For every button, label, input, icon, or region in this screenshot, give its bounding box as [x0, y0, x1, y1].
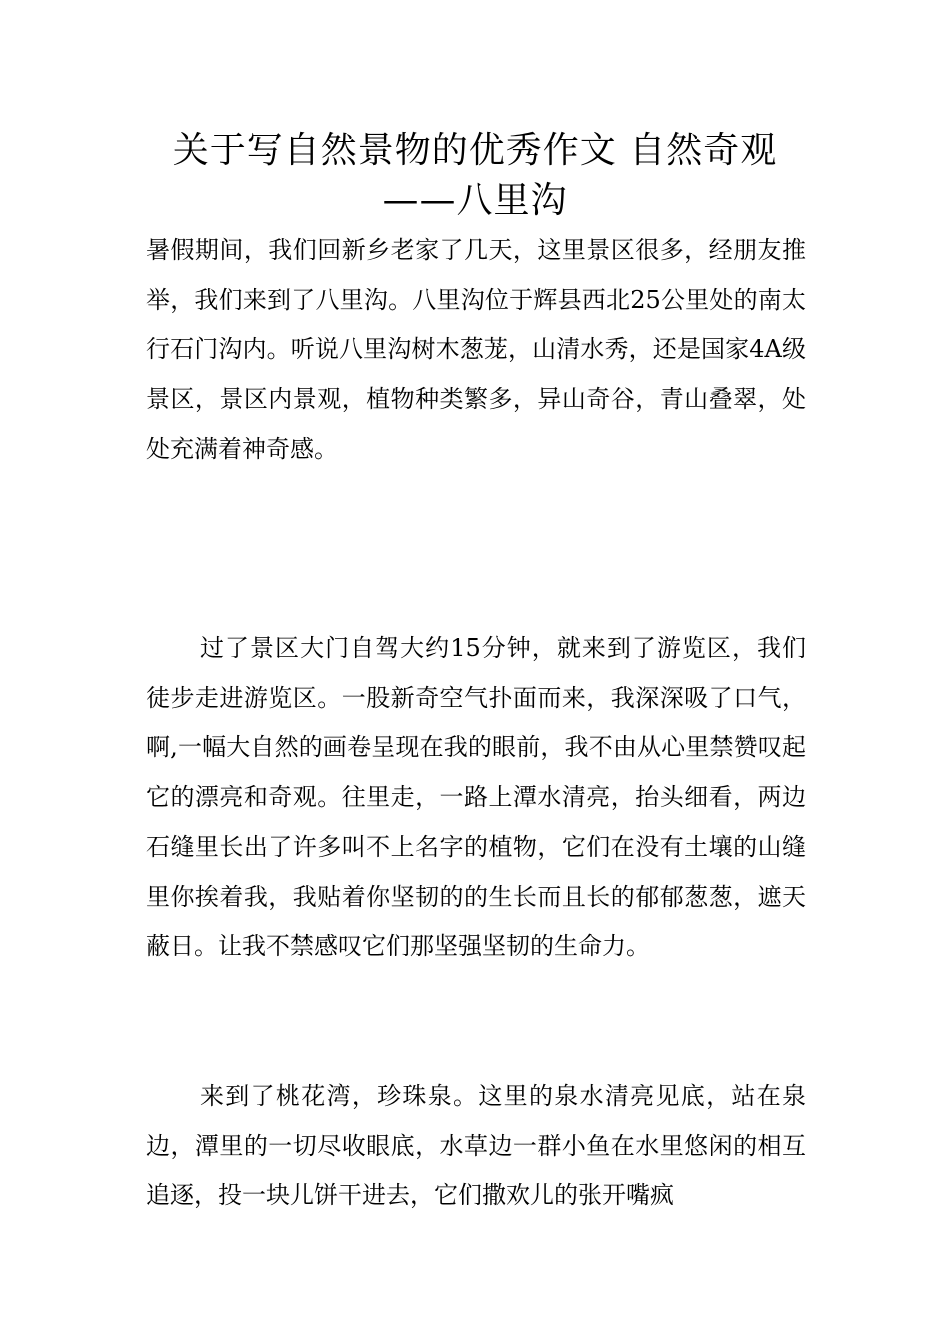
- title-line-1: 关于写自然景物的优秀作文 自然奇观: [172, 130, 778, 171]
- paragraph-intro: 暑假期间，我们回新乡老家了几天，这里景区很多，经朋友推举，我们来到了八里沟。八里沟位于辉县西北25公里处的南太行石门沟内。听说八里沟树木葱茏，山清水秀，还是国家4A级景区，景区内景观，植物种类繁多，异山奇谷，青山叠翠，处处充满着神奇感。: [146, 236, 806, 463]
- document-title: [118, 126, 832, 226]
- title-line-2: ——八里沟: [382, 180, 568, 221]
- paragraph-peach-bay: 来到了桃花湾，珍珠泉。这里的泉水清亮见底，站在泉边，潭里的一切尽收眼底，水草边一群小鱼在水里悠闲的相互追逐，投一块儿饼干进去，它们撒欢儿的张开嘴疯: [146, 1082, 806, 1210]
- paragraph-scenic-area: 过了景区大门自驾大约15分钟，就来到了游览区，我们徒步走进游览区。一股新奇空气扑面而来，我深深吸了口气，啊,一幅大自然的画卷呈现在我的眼前，我不由从心里禁赞叹起它的漂亮和奇观。往里走，一路上潭水清亮，抬头细看，两边石缝里长出了许多叫不上名字的植物，它们在没有土壤的山缝里你挨着我，我贴着你坚韧的的生长而且长的郁郁葱葱，遮天蔽日。让我不禁感叹它们那坚强坚韧的生命力。: [146, 634, 806, 961]
